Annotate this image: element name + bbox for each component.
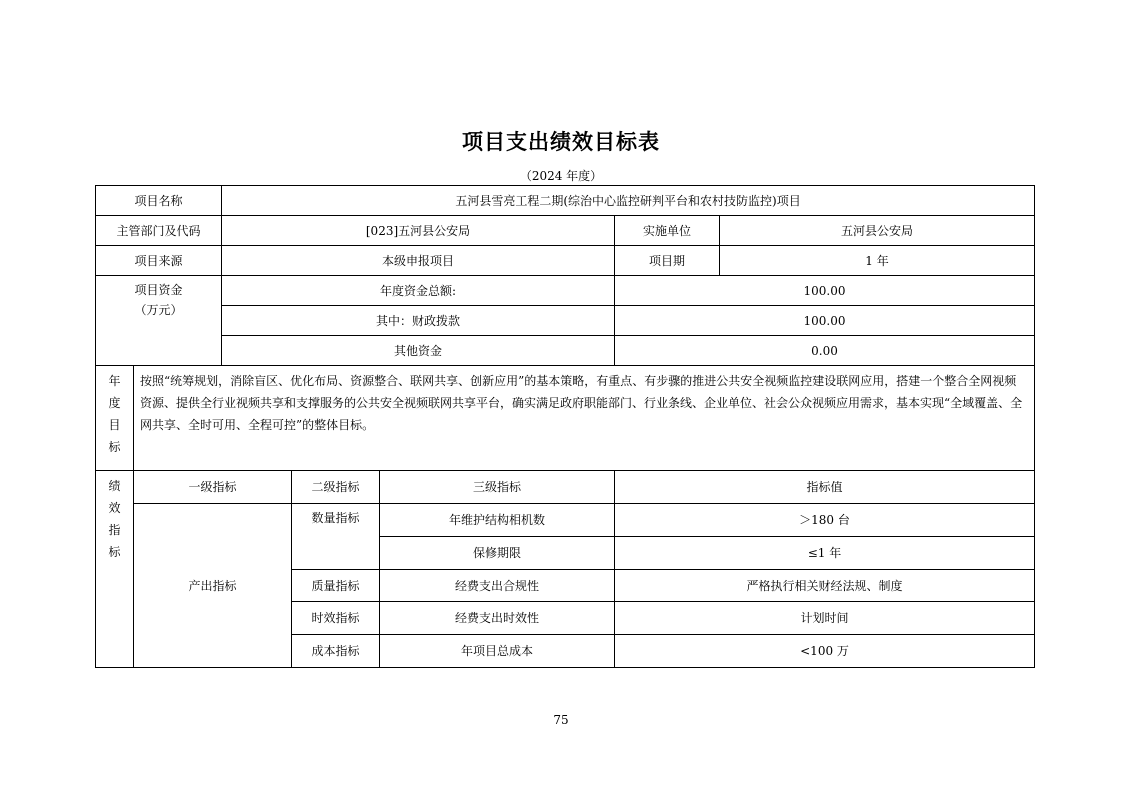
table-row: [96, 504, 1035, 537]
funds-other-value: 0.00: [615, 336, 1035, 366]
goal-label-char: 目: [108, 418, 121, 432]
department-value: [023]五河县公安局: [222, 216, 615, 246]
period-label: 项目期: [615, 246, 720, 276]
level3-cell: 保修期限: [380, 537, 615, 570]
annual-goal-label: [96, 366, 134, 471]
funds-label-line1: 项目资金: [134, 283, 183, 297]
funds-fiscal-value: 100.00: [615, 306, 1035, 336]
project-name-value: 五河县雪亮工程二期(综治中心监控研判平台和农村技防监控)项目: [222, 186, 1035, 216]
funds-total-label: 年度资金总额:: [222, 276, 615, 306]
header-level1: 一级指标: [134, 471, 292, 504]
funds-other-label: 其他资金: [222, 336, 615, 366]
document-title: 项目支出绩效目标表: [462, 130, 660, 154]
level3-cell: 经费支出时效性: [380, 602, 615, 635]
fiscal-year: （2024 年度）: [519, 169, 603, 183]
row-project-name: [96, 186, 1035, 216]
project-name-label: 项目名称: [96, 186, 222, 216]
level2-cell: 成本指标: [292, 635, 380, 668]
indicators-label-char: 标: [108, 545, 121, 559]
impl-unit-value: 五河县公安局: [720, 216, 1035, 246]
funds-fiscal-label: 其中：财政拨款: [222, 306, 615, 336]
level3-cell: 年项目总成本: [380, 635, 615, 668]
impl-unit-label: 实施单位: [615, 216, 720, 246]
header-level3: 三级指标: [380, 471, 615, 504]
annual-goal-text: 按照“统筹规划，消除盲区、优化布局、资源整合、联网共享、创新应用”的基本策略，有重点、有步骤的推进公共安全视频监控建设联网应用，搭建一个整合全网视频资源、提供全行业视频共享和支撑服务的公共安全视频联网共享平台，确实满足政府职能部门、行业条线、企业单位、社会公众视频应用需求，基本实现“全域覆盖、全网共享、全时可用、全程可控”的整体目标。: [134, 366, 1035, 471]
goal-label-char: 度: [108, 396, 121, 410]
funds-label: [96, 276, 222, 366]
funds-total-value: 100.00: [615, 276, 1035, 306]
source-value: 本级申报项目: [222, 246, 615, 276]
level3-cell: 经费支出合规性: [380, 570, 615, 602]
row-department: [96, 216, 1035, 246]
row-funds-other: [96, 336, 1035, 366]
department-label: 主管部门及代码: [96, 216, 222, 246]
header-value: 指标值: [615, 471, 1035, 504]
goal-label-char: 标: [108, 440, 121, 454]
indicator-value-cell: 计划时间: [615, 602, 1035, 635]
goal-label-char: 年: [108, 374, 121, 388]
source-label: 项目来源: [96, 246, 222, 276]
row-annual-goal: [96, 366, 1035, 471]
indicators-label-char: 指: [108, 523, 121, 537]
indicator-value-cell: ＞180 台: [615, 504, 1035, 537]
row-source: [96, 246, 1035, 276]
indicator-value-cell: 严格执行相关财经法规、制度: [615, 570, 1035, 602]
level3-cell: 年维护结构相机数: [380, 504, 615, 537]
level2-cell: 质量指标: [292, 570, 380, 602]
header-level2: 二级指标: [292, 471, 380, 504]
level1-output: 产出指标: [134, 504, 292, 668]
row-funds-fiscal: [96, 306, 1035, 336]
funds-label-line2: （万元）: [134, 303, 183, 317]
indicators-label-char: 效: [108, 501, 121, 515]
indicators-label: [96, 471, 134, 668]
performance-target-table: [95, 185, 1035, 668]
period-value: 1 年: [720, 246, 1035, 276]
indicator-value-cell: ≤1 年: [615, 537, 1035, 570]
indicators-label-char: 绩: [108, 479, 121, 493]
row-indicator-header: [96, 471, 1035, 504]
level2-cell: 数量指标: [292, 504, 380, 570]
level2-cell: 时效指标: [292, 602, 380, 635]
row-funds-total: [96, 276, 1035, 306]
page-number: 75: [553, 713, 569, 727]
indicator-value-cell: <100 万: [615, 635, 1035, 668]
